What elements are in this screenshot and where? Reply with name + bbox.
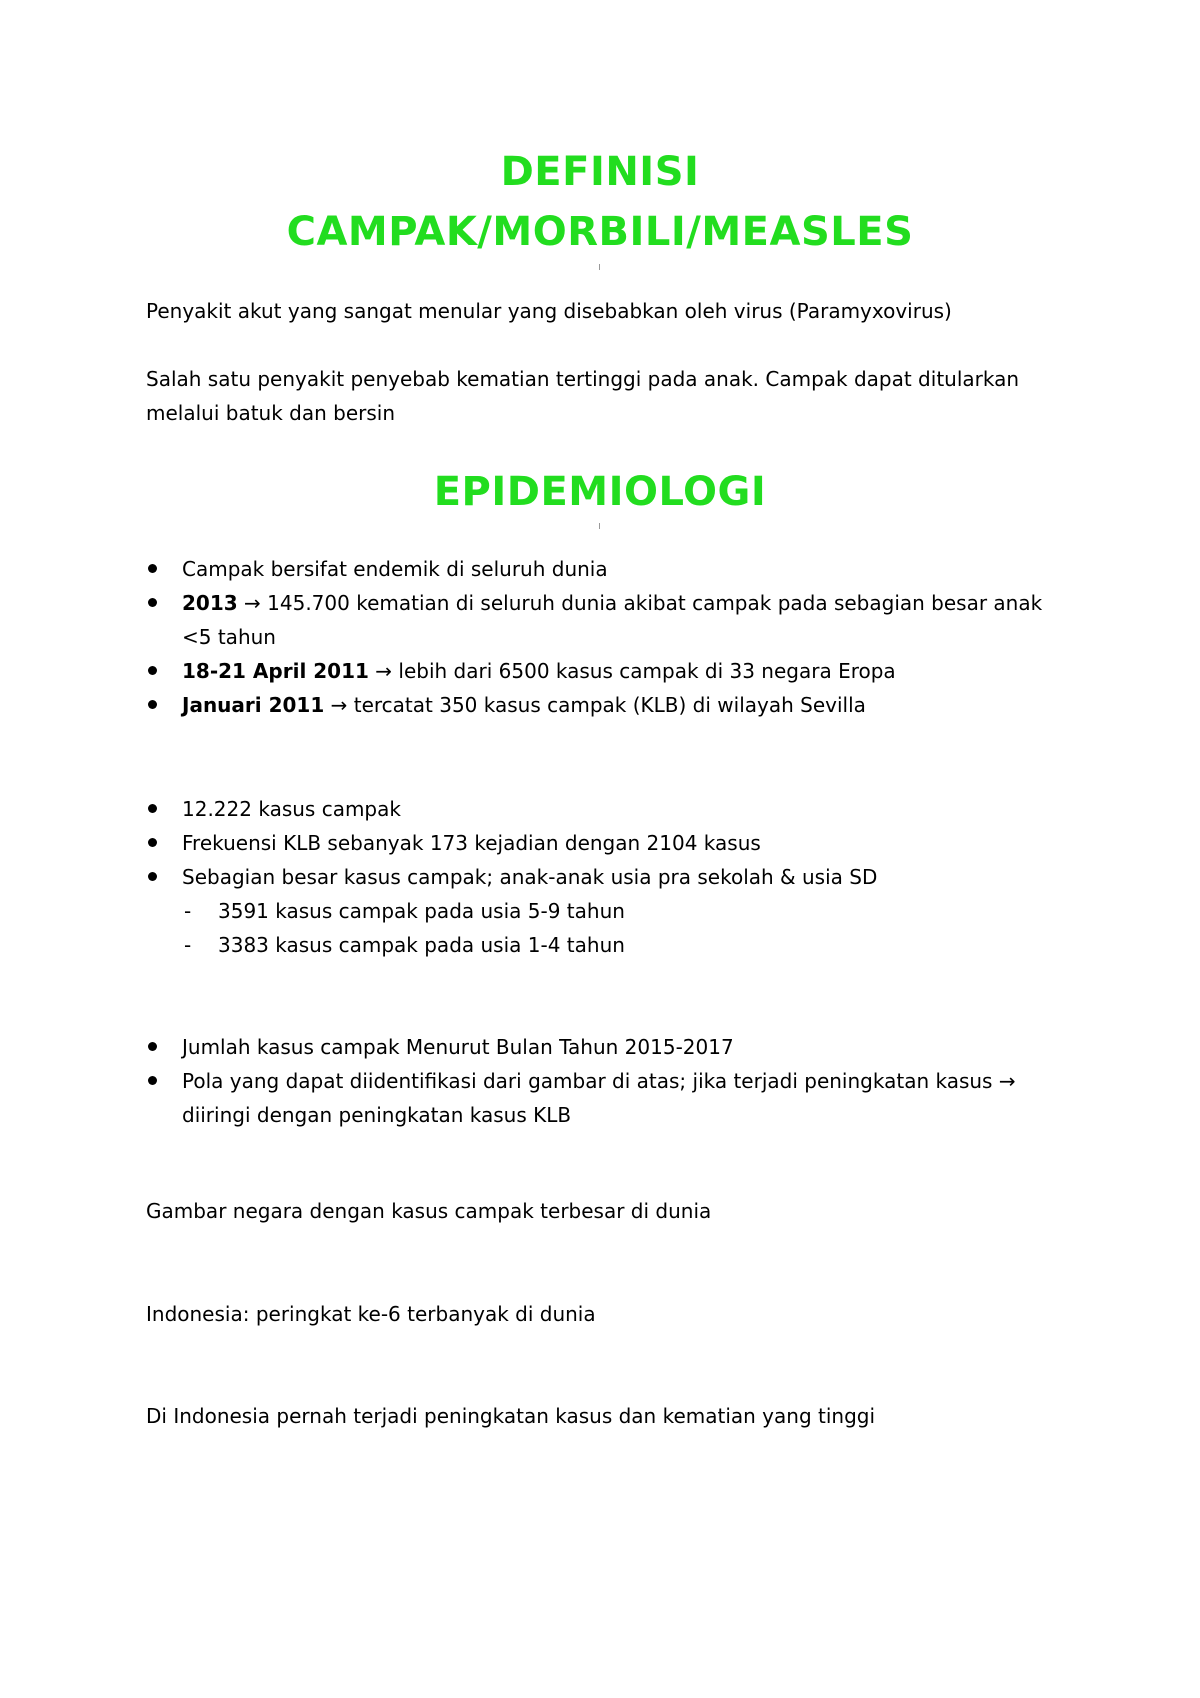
list-item-bold: 2013 (182, 591, 238, 615)
dash-marker: - (184, 899, 192, 923)
sub-list-item-text: 3591 kasus campak pada usia 5-9 tahun (218, 899, 625, 923)
list-item (146, 860, 1066, 894)
bullet-icon (148, 700, 157, 709)
paragraph-indonesia-deaths: Di Indonesia pernah terjadi peningkatan kasus dan kematian yang tinggi (146, 1404, 876, 1428)
list-item (146, 552, 1066, 586)
sub-list-item (146, 928, 1066, 962)
bullet-icon (148, 838, 157, 847)
bullet-icon (148, 872, 157, 881)
sub-list-item (146, 894, 1066, 928)
list-item-text: Jumlah kasus campak Menurut Bulan Tahun 2015-2017 (182, 1035, 734, 1059)
list-item-text: Pola yang dapat diidentifikasi dari gambar di atas; jika terjadi peningkatan kasus → diiringi dengan peningkatan kasus KLB (182, 1069, 1016, 1127)
paragraph-indonesia-rank: Indonesia: peringkat ke-6 terbanyak di dunia (146, 1302, 596, 1326)
list-item (146, 654, 1066, 688)
list-item (146, 688, 1066, 722)
list-item (146, 586, 1066, 654)
section-marker (599, 264, 600, 270)
list-item (146, 826, 1066, 860)
heading-definisi: DEFINISI (500, 149, 700, 195)
bullet-icon (148, 666, 157, 675)
dash-marker: - (184, 933, 192, 957)
heading-epidemiologi: EPIDEMIOLOGI (433, 469, 767, 515)
list-item-bold: Januari 2011 (182, 693, 325, 717)
bullet-icon (148, 1042, 157, 1051)
bullet-icon (148, 1076, 157, 1085)
list-item-text: Frekuensi KLB sebanyak 173 kejadian dengan 2104 kasus (182, 831, 761, 855)
paragraph-gambar: Gambar negara dengan kasus campak terbesar di dunia (146, 1199, 712, 1223)
list-item (146, 1064, 1066, 1132)
list-item-text: Sebagian besar kasus campak; anak-anak usia pra sekolah & usia SD (182, 865, 878, 889)
list-item-text: → lebih dari 6500 kasus campak di 33 negara Eropa (368, 659, 896, 683)
bullet-icon (148, 598, 157, 607)
bullet-list-indonesia (146, 792, 1066, 962)
list-item-text: → 145.700 kematian di seluruh dunia akibat campak pada sebagian besar anak <5 tahun (182, 591, 1043, 649)
bullet-list-global (146, 552, 1066, 722)
heading-campak: CAMPAK/MORBILI/MEASLES (286, 209, 914, 255)
paragraph-mortality-line2: melalui batuk dan bersin (146, 401, 396, 425)
list-item-text: Campak bersifat endemik di seluruh dunia (182, 557, 608, 581)
paragraph-definition: Penyakit akut yang sangat menular yang disebabkan oleh virus (Paramyxovirus) (146, 299, 952, 323)
list-item (146, 792, 1066, 826)
sub-list-item-text: 3383 kasus campak pada usia 1-4 tahun (218, 933, 625, 957)
bullet-icon (148, 564, 157, 573)
bullet-icon (148, 804, 157, 813)
list-item-text: 12.222 kasus campak (182, 797, 401, 821)
paragraph-mortality-line1: Salah satu penyakit penyebab kematian tertinggi pada anak. Campak dapat ditularkan (146, 367, 1020, 391)
bullet-list-trend (146, 1030, 1066, 1132)
section-marker (599, 523, 600, 529)
list-item-text: → tercatat 350 kasus campak (KLB) di wilayah Sevilla (324, 693, 866, 717)
list-item-bold: 18-21 April 2011 (182, 659, 369, 683)
list-item (146, 1030, 1066, 1064)
